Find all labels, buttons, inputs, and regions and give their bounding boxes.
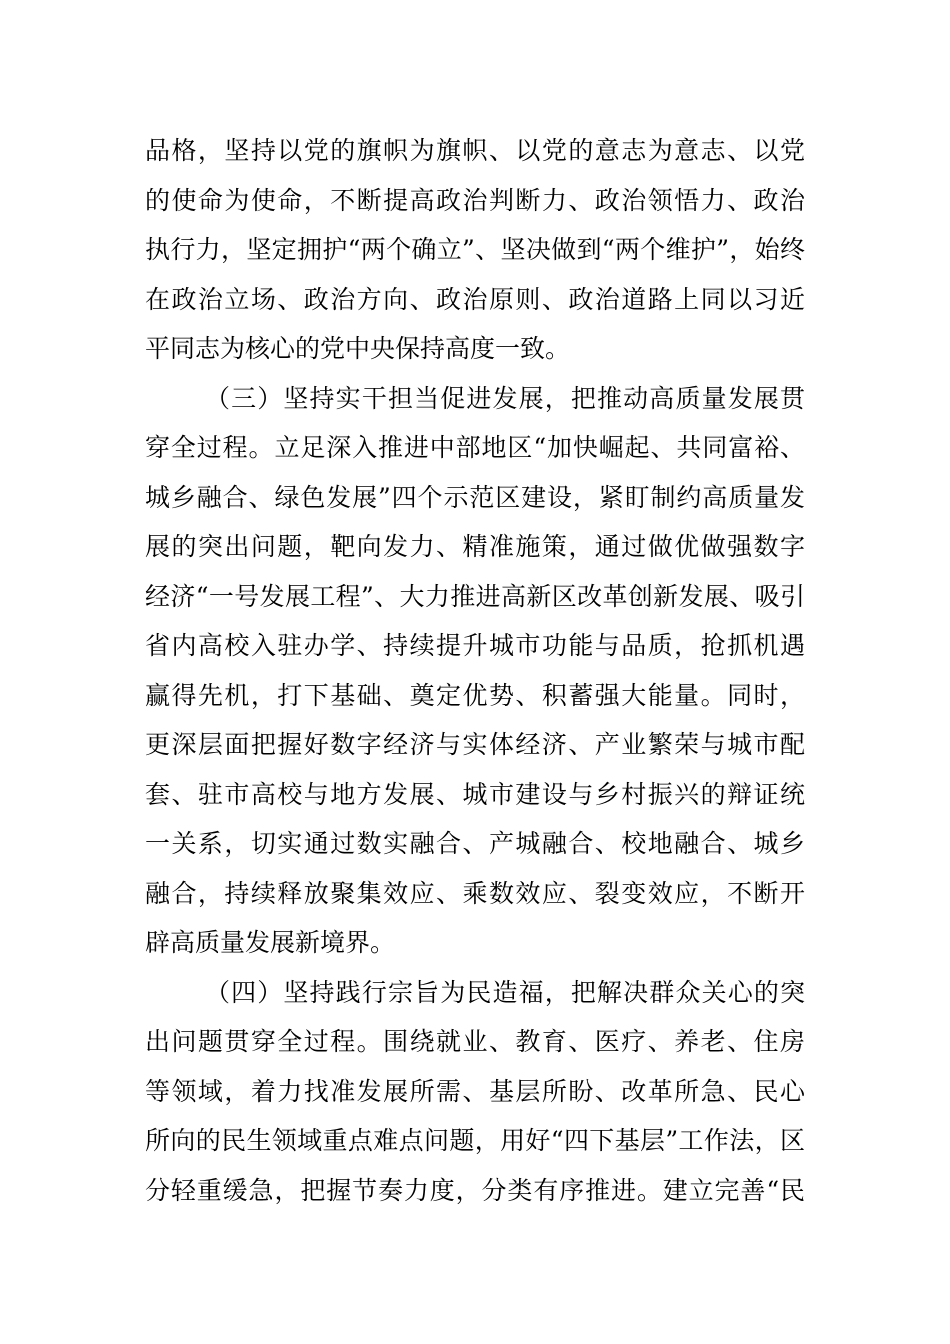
text-line: 出问题贯穿全过程。围绕就业、教育、医疗、养老、住房 xyxy=(145,1027,805,1056)
paragraph-heading-line: （四）坚持践行宗旨为民造福，把解决群众关心的突 xyxy=(205,977,805,1007)
text-line: 穿全过程。立足深入推进中部地区“加快崛起、共同富裕、 xyxy=(145,433,805,462)
paragraph-heading-line: （三）坚持实干担当促进发展，把推动高质量发展贯 xyxy=(205,383,805,413)
text-line: 更深层面把握好数字经济与实体经济、产业繁荣与城市配 xyxy=(145,730,805,759)
text-line: 经济“一号发展工程”、大力推进高新区改革创新发展、吸引 xyxy=(145,581,805,611)
text-line: 展的突出问题，靶向发力、精准施策，通过做优做强数字 xyxy=(145,532,805,561)
text-line: 执行力，坚定拥护“两个确立”、坚决做到“两个维护”，始终 xyxy=(145,235,805,264)
text-line: 城乡融合、绿色发展”四个示范区建设，紧盯制约高质量发 xyxy=(145,482,805,512)
text-line: 所向的民生领域重点难点问题，用好“四下基层”工作法，区 xyxy=(145,1126,805,1155)
text-line: 的使命为使命，不断提高政治判断力、政治领悟力、政治 xyxy=(145,185,805,215)
text-line: 融合，持续释放聚集效应、乘数效应、裂变效应，不断开 xyxy=(145,878,805,908)
text-line: 平同志为核心的党中央保持高度一致。 xyxy=(145,334,571,363)
text-line: 分轻重缓急，把握节奏力度，分类有序推进。建立完善“民 xyxy=(145,1175,805,1205)
text-line: 套、驻市高校与地方发展、城市建设与乡村振兴的辩证统 xyxy=(145,779,805,809)
text-line: 一关系，切实通过数实融合、产城融合、校地融合、城乡 xyxy=(145,829,805,858)
text-line: 品格，坚持以党的旗帜为旗帜、以党的意志为意志、以党 xyxy=(145,136,805,165)
text-line: 在政治立场、政治方向、政治原则、政治道路上同以习近 xyxy=(145,284,805,314)
text-line: 辟高质量发展新境界。 xyxy=(145,928,396,957)
text-line: 赢得先机，打下基础、奠定优势、积蓄强大能量。同时， xyxy=(145,680,805,710)
document-body xyxy=(145,126,805,1215)
text-line: 等领域，着力找准发展所需、基层所盼、改革所急、民心 xyxy=(145,1076,805,1106)
text-line: 省内高校入驻办学、持续提升城市功能与品质，抢抓机遇 xyxy=(145,631,805,660)
